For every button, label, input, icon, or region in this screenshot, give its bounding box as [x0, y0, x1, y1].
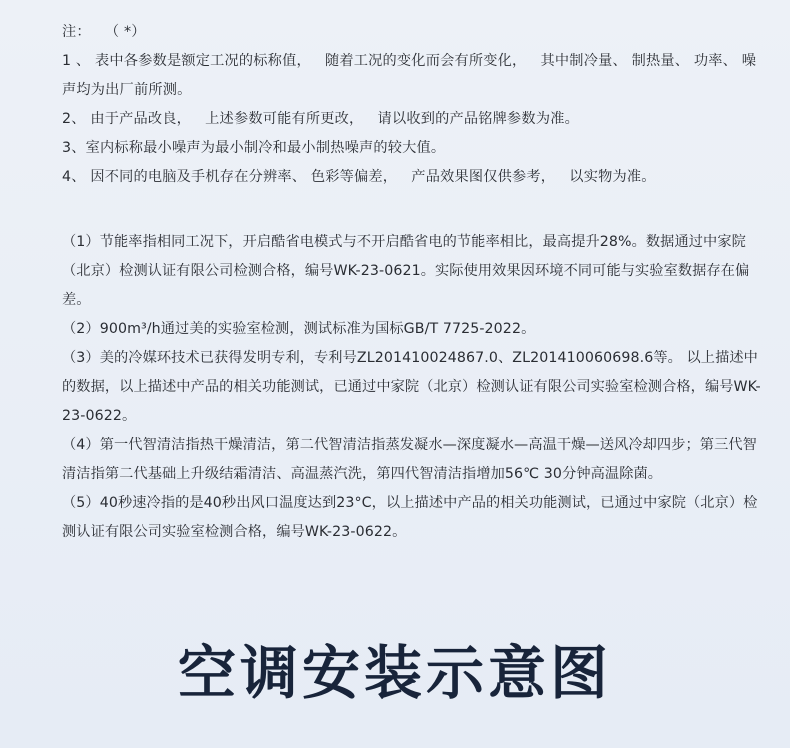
footnotes-section	[62, 228, 762, 547]
footnote-4: （4）第一代智清洁指热干燥清洁，第二代智清洁指蒸发凝水—深度凝水—高温干燥—送风冷却四步；第三代智清洁指第二代基础上升级结霜清洁、高温蒸汽洗，第四代智清洁指增加56℃ 30分钟高温除菌。	[62, 437, 757, 482]
footnote-5: （5）40秒速冷指的是40秒出风口温度达到23°C，以上描述中产品的相关功能测试，已通过中家院（北京）检测认证有限公司实验室检测合格，编号WK-23-0622。	[62, 495, 758, 540]
notes-section	[62, 18, 762, 192]
note-item-4: 4、 因不同的电脑及手机存在分辨率、 色彩等偏差， 产品效果图仅供参考， 以实物为准。	[62, 169, 656, 185]
notes-heading: 注： （ *）	[62, 24, 146, 40]
note-item-1: 1 、 表中各参数是额定工况的标称值， 随着工况的变化而会有所变化， 其中制冷量、 制热量、 功率、 噪声均为出厂前所测。	[62, 53, 757, 98]
footnote-3: （3）美的冷媒环技术已获得发明专利，专利号ZL201410024867.0、ZL201410060698.6等。 以上描述中的数据，以上描述中产品的相关功能测试，已通过中家院（北京）检测认证有限公司实验室检测合格，编号WK-23-0622。	[62, 350, 761, 424]
footnote-1: （1）节能率指相同工况下，开启酷省电模式与不开启酷省电的节能率相比，最高提升28%。数据通过中家院（北京）检测认证有限公司检测合格，编号WK-23-0621。实际使用效果因环境不同可能与实验室数据存在偏差。	[62, 234, 750, 308]
note-item-3: 3、室内标称最小噪声为最小制冷和最小制热噪声的较大值。	[62, 140, 446, 156]
footnote-2: （2）900m³/h通过美的实验室检测，测试标准为国标GB/T 7725-2022。	[62, 321, 536, 337]
note-item-2: 2、 由于产品改良， 上述参数可能有所更改， 请以收到的产品铭牌参数为准。	[62, 111, 579, 127]
section-title: 空调安装示意图	[177, 639, 612, 707]
